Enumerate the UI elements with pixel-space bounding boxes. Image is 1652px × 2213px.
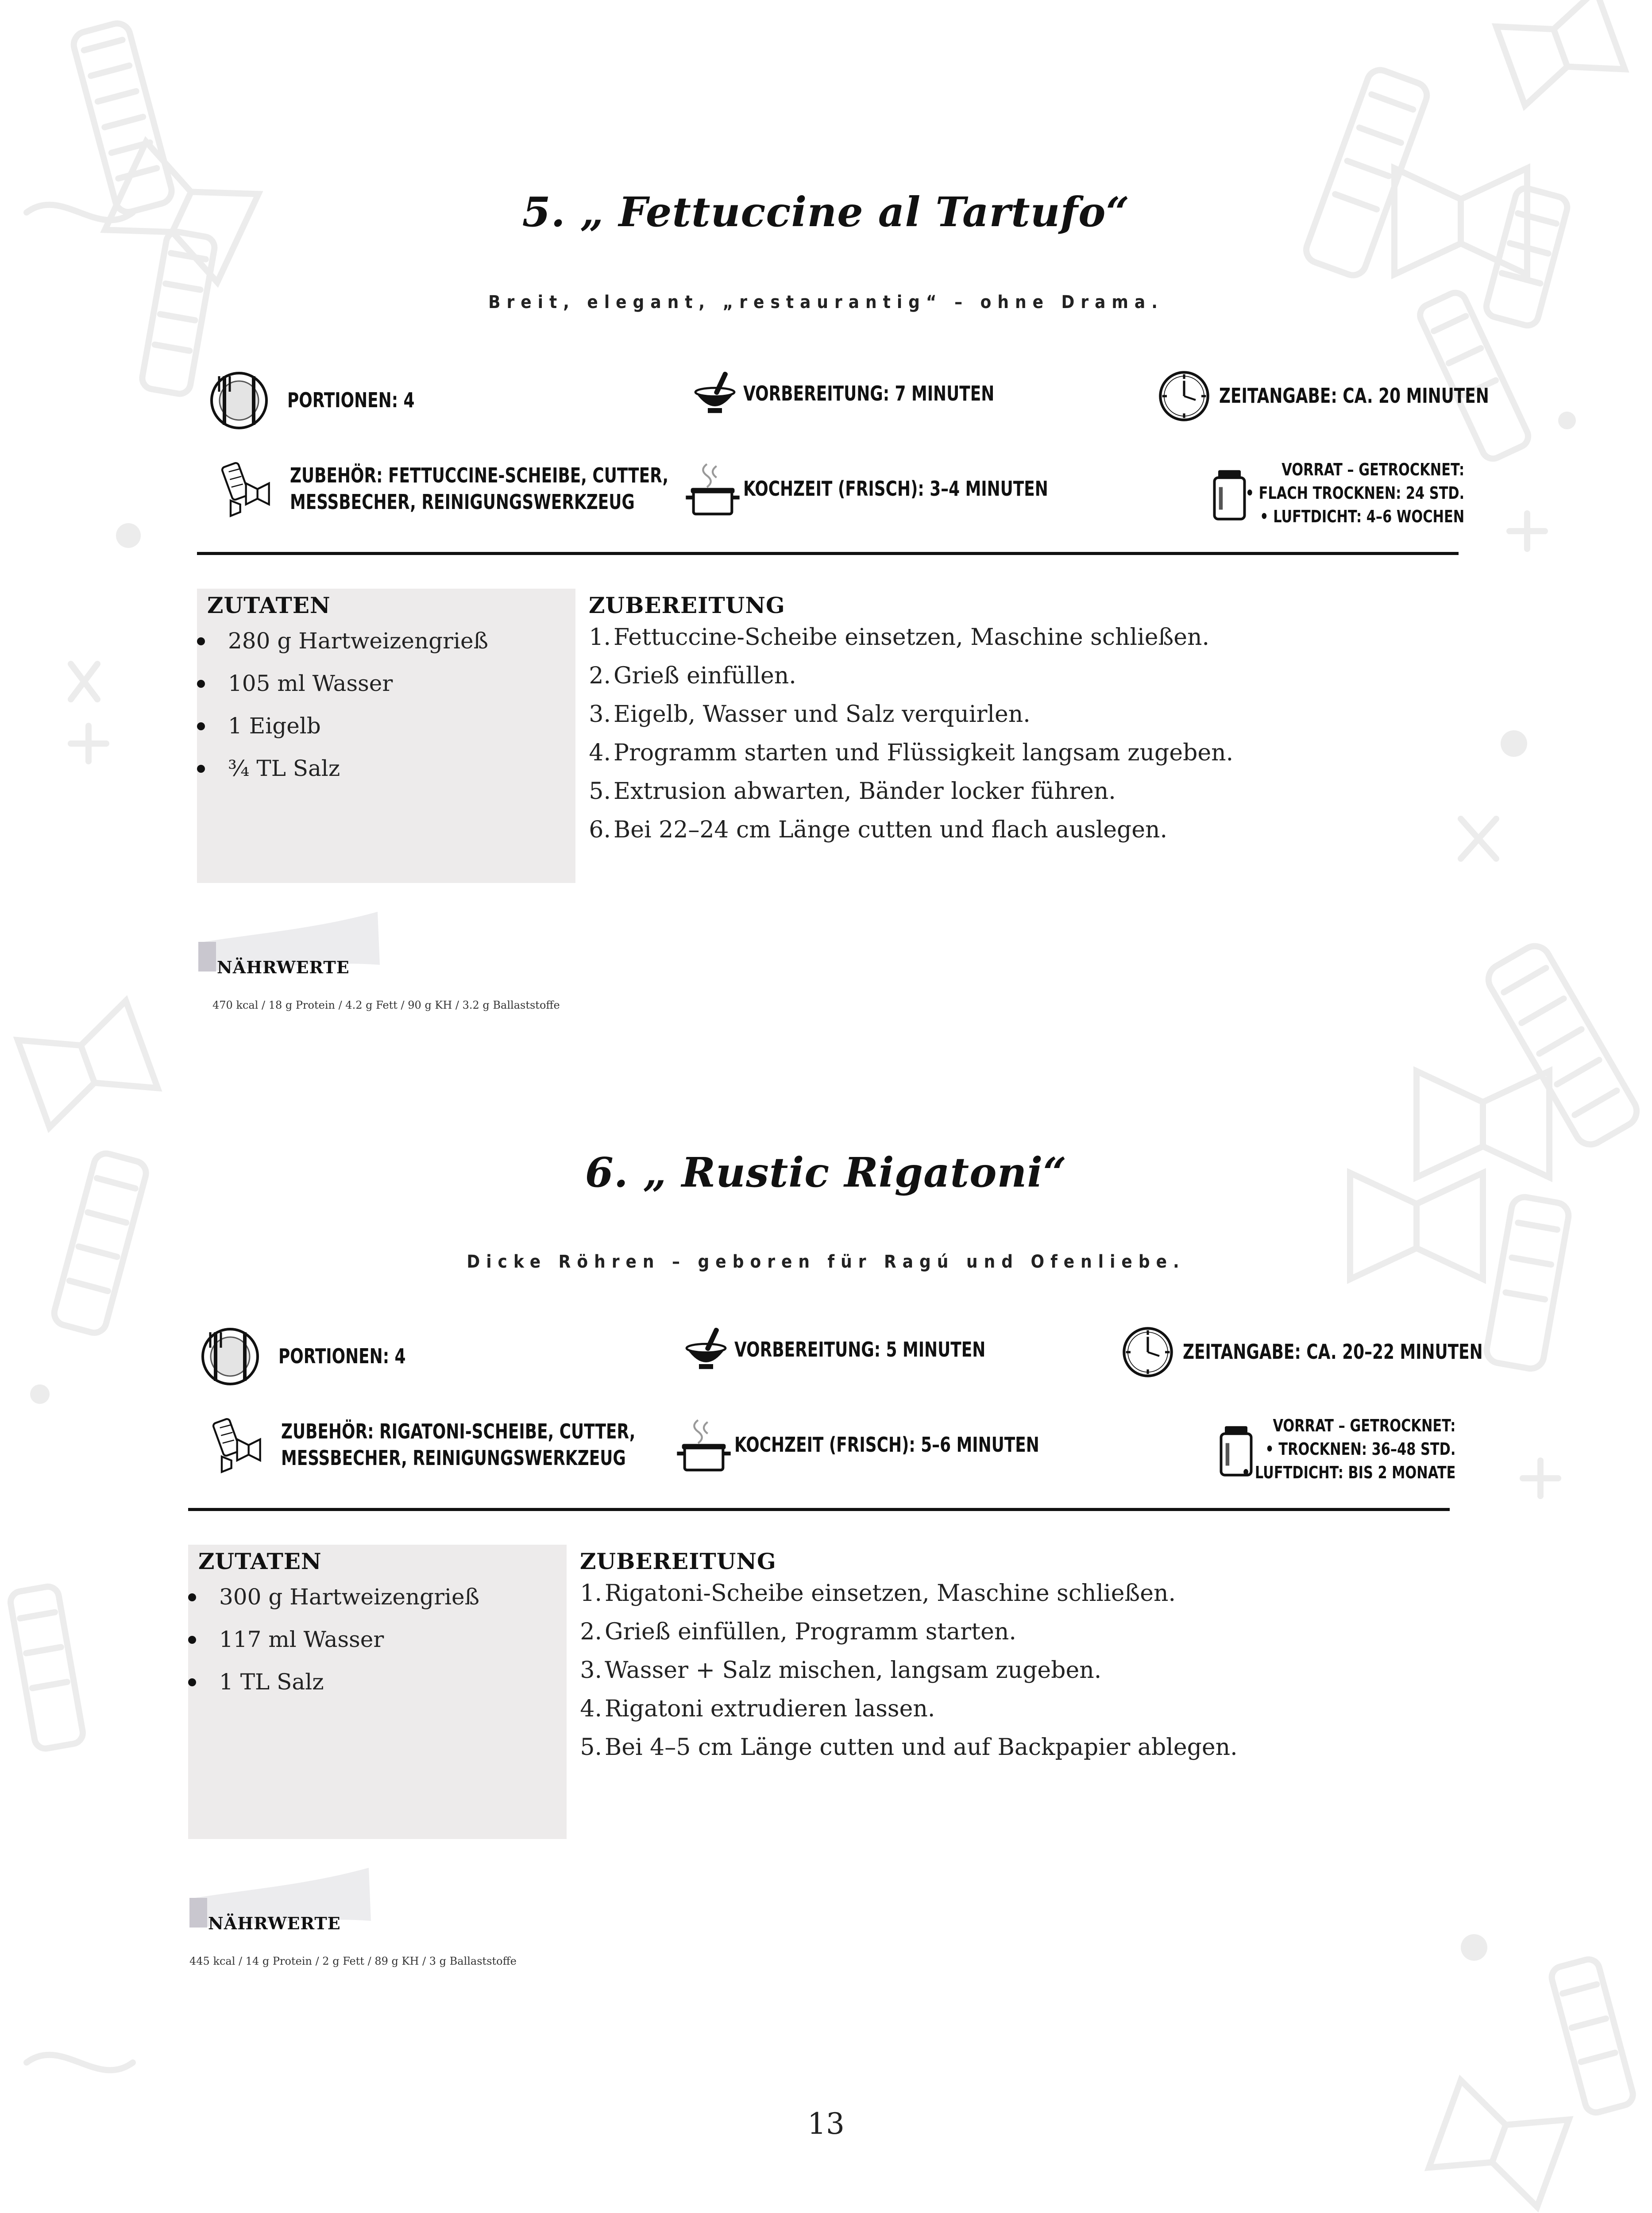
ingredient-item: 300 g Hartweizengrieß [188, 1576, 479, 1618]
steps-heading: ZUBEREITUNG [589, 592, 785, 618]
step-item: 6. Bei 22–24 cm Länge cutten und flach auslegen. [589, 817, 1168, 843]
portions-label: PORTIONEN: 4 [278, 1344, 406, 1369]
storage-line-2: • TROCKNEN: 36–48 STD. [1265, 1439, 1455, 1459]
wall-clock-icon [1119, 1323, 1177, 1381]
ingredients-heading: ZUTATEN [198, 1548, 322, 1574]
step-item: 5. Extrusion abwarten, Bänder locker führen. [589, 778, 1116, 805]
storage-line-1: VORRAT – GETROCKNET: [1281, 460, 1464, 479]
steps-heading: ZUBEREITUNG [580, 1548, 776, 1574]
steaming-pot-icon [675, 1412, 733, 1478]
recipe-title: 5. „ Fettuccine al Tartufo“ [522, 188, 1130, 236]
step-item: 1. Fettuccine-Scheibe einsetzen, Maschine schließen. [589, 624, 1210, 651]
recipe-fettuccine [0, 0, 1652, 1011]
prep-time-label: VORBEREITUNG: 5 MINUTEN [734, 1338, 986, 1362]
plate-cutlery-icon [197, 1323, 263, 1390]
steaming-pot-icon [684, 456, 741, 522]
total-time-info [1155, 367, 1565, 425]
cook-time-label: KOCHZEIT (FRISCH): 3–4 MINUTEN [743, 477, 1048, 501]
prep-time-label: VORBEREITUNG: 7 MINUTEN [743, 382, 995, 406]
ingredient-item: 280 g Hartweizengrieß [197, 620, 488, 662]
storage-line-3: • LUFTDICHT: 4–6 WOCHEN [1259, 507, 1464, 527]
step-item: 2. Grieß einfüllen, Programm starten. [580, 1619, 1016, 1645]
storage-line-2: • FLACH TROCKNEN: 24 STD. [1245, 483, 1464, 503]
page-number: 13 [807, 2107, 845, 2141]
ingredients-list [197, 620, 488, 790]
storage-info [1191, 458, 1464, 529]
ingredient-item: 1 Eigelb [197, 705, 488, 747]
equipment-line-2: MESSBECHER, REINIGUNGSWERKZEUG [281, 1446, 626, 1470]
equipment-line-1: ZUBEHÖR: FETTUCCINE-SCHEIBE, CUTTER, [290, 463, 669, 488]
step-item: 4. Rigatoni extrudieren lassen. [580, 1696, 935, 1722]
step-item: 1. Rigatoni-Scheibe einsetzen, Maschine schließen. [580, 1580, 1176, 1607]
ingredients-list [188, 1576, 479, 1703]
total-time-info [1119, 1323, 1567, 1381]
portions-info [206, 367, 451, 434]
cook-time-info [684, 456, 1134, 522]
prep-time-info [679, 1323, 1056, 1376]
pasta-shapes-icon [219, 460, 277, 518]
step-item: 3. Wasser + Salz mischen, langsam zugeben. [580, 1657, 1102, 1684]
nutrition-label: NÄHRWERTE [208, 1913, 341, 1933]
cook-time-info [675, 1412, 1125, 1478]
step-item: 4. Programm starten und Flüssigkeit langsam zugeben. [589, 740, 1234, 766]
nutrition-values: 445 kcal / 14 g Protein / 2 g Fett / 89 g KH / 3 g Ballaststoffe [189, 1955, 517, 1967]
mortar-bowl-icon [688, 367, 741, 420]
prep-time-info [688, 367, 1065, 420]
cook-time-label: KOCHZEIT (FRISCH): 5–6 MINUTEN [734, 1433, 1039, 1457]
nutrition-values: 470 kcal / 18 g Protein / 4.2 g Fett / 90 g KH / 3.2 g Ballaststoffe [212, 999, 560, 1011]
equipment-line-1: ZUBEHÖR: RIGATONI-SCHEIBE, CUTTER, [281, 1419, 636, 1444]
recipe-subtitle: Breit, elegant, „restaurantig“ – ohne Drama. [488, 292, 1164, 312]
ingredient-item: 117 ml Wasser [188, 1618, 479, 1661]
steps-list [580, 1574, 1238, 1767]
ingredient-item: ¾ TL Salz [197, 747, 488, 790]
wall-clock-icon [1155, 367, 1213, 425]
nutrition-label: NÄHRWERTE [217, 957, 350, 977]
equipment-line-2: MESSBECHER, REINIGUNGSWERKZEUG [290, 490, 635, 514]
equipment-info [210, 1416, 735, 1474]
section-divider [197, 552, 1459, 555]
recipe-title: 6. „ Rustic Rigatoni“ [585, 1149, 1067, 1196]
plate-cutlery-icon [206, 367, 272, 434]
total-time-label: ZEITANGABE: CA. 20–22 MINUTEN [1183, 1340, 1483, 1364]
mortar-bowl-icon [679, 1323, 733, 1376]
ingredients-heading: ZUTATEN [207, 592, 331, 618]
step-item: 5. Bei 4–5 cm Länge cutten und auf Backpapier ablegen. [580, 1734, 1238, 1761]
storage-line-1: VORRAT – GETROCKNET: [1273, 1416, 1455, 1435]
total-time-label: ZEITANGABE: CA. 20 MINUTEN [1219, 384, 1489, 408]
ingredient-item: 1 TL Salz [188, 1661, 479, 1703]
portions-info [197, 1323, 442, 1390]
section-divider [188, 1508, 1450, 1511]
step-item: 3. Eigelb, Wasser und Salz verquirlen. [589, 701, 1031, 728]
step-item: 2. Grieß einfüllen. [589, 663, 796, 689]
pasta-shapes-icon [210, 1416, 268, 1474]
portions-label: PORTIONEN: 4 [287, 388, 415, 413]
recipe-rigatoni [0, 956, 1652, 1967]
recipe-subtitle: Dicke Röhren – geboren für Ragú und Ofenliebe. [467, 1252, 1185, 1272]
storage-line-3: • LUFTDICHT: BIS 2 MONATE [1241, 1463, 1455, 1483]
storage-info [1188, 1414, 1455, 1485]
ingredient-item: 105 ml Wasser [197, 662, 488, 705]
steps-list [589, 618, 1233, 849]
